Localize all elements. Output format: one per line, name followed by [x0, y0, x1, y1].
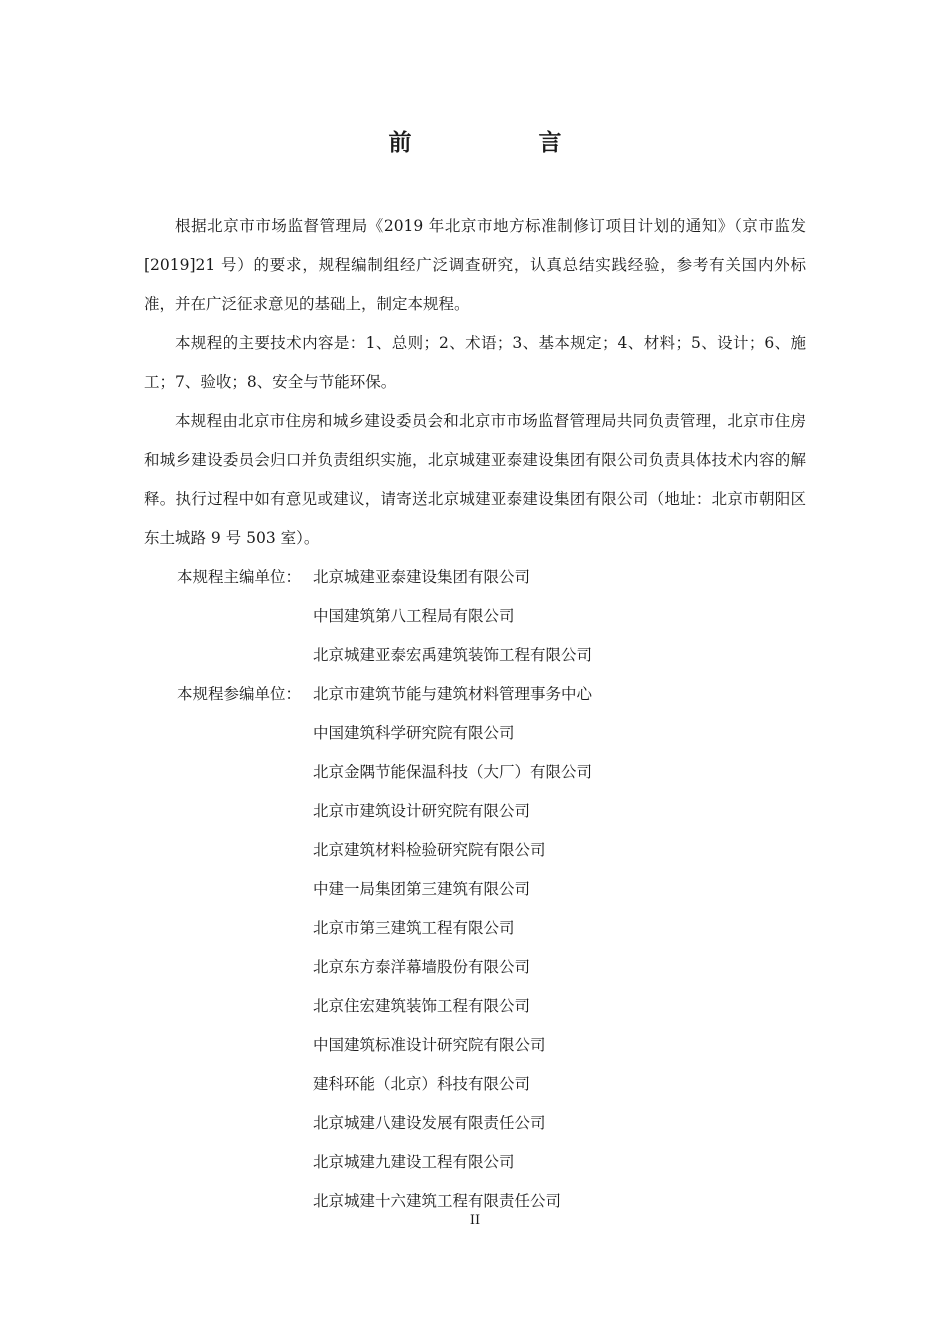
chief-units-label: 本规程主编单位：: [177, 568, 302, 586]
page-number: II: [469, 1213, 481, 1228]
participating-unit-name: 北京市第三建筑工程有限公司: [313, 919, 515, 937]
participating-unit-name: 北京东方泰洋幕墙股份有限公司: [313, 958, 531, 976]
chief-unit-name: 北京城建亚泰宏禹建筑装饰工程有限公司: [313, 646, 593, 664]
participating-unit-name: 北京市建筑节能与建筑材料管理事务中心: [313, 685, 593, 703]
participating-unit-name: 中国建筑标准设计研究院有限公司: [313, 1036, 546, 1054]
participating-unit-name: 北京城建九建设工程有限公司: [313, 1153, 515, 1171]
participating-unit-name: 中建一局集团第三建筑有限公司: [313, 880, 531, 898]
chief-unit-name: 中国建筑第八工程局有限公司: [313, 607, 515, 625]
participating-unit-name: 北京住宏建筑装饰工程有限公司: [313, 997, 531, 1015]
participating-units-label: 本规程参编单位：: [177, 685, 302, 703]
paragraph-management: 本规程由北京市住房和城乡建设委员会和北京市市场监督管理局共同负责管理，北京市住房和城乡建设委员会归口并负责组织实施，北京城建亚泰建设集团有限公司负责具体技术内容的解释。执行过程中如有意见或建议，请寄送北京城建亚泰建设集团有限公司（地址：北京市朝阳区东土城路 9 号 503 室）。: [144, 412, 806, 547]
participating-unit-name: 北京市建筑设计研究院有限公司: [313, 802, 531, 820]
page-title: 前 言: [388, 130, 614, 156]
participating-unit-name: 北京建筑材料检验研究院有限公司: [313, 841, 546, 859]
participating-unit-name: 北京城建十六建筑工程有限责任公司: [313, 1192, 562, 1210]
participating-unit-name: 北京金隅节能保温科技（大厂）有限公司: [313, 763, 593, 781]
participating-unit-name: 建科环能（北京）科技有限公司: [313, 1075, 531, 1093]
paragraph-content: 本规程的主要技术内容是：1、总则；2、术语；3、基本规定；4、材料；5、设计；6、施工；7、验收；8、安全与节能环保。: [144, 334, 806, 391]
participating-unit-name: 北京城建八建设发展有限责任公司: [313, 1114, 546, 1132]
participating-unit-name: 中国建筑科学研究院有限公司: [313, 724, 515, 742]
chief-unit-name: 北京城建亚泰建设集团有限公司: [313, 568, 531, 586]
paragraph-basis: 根据北京市市场监督管理局《2019 年北京市地方标准制修订项目计划的通知》（京市监发[2019]21 号）的要求，规程编制组经广泛调查研究，认真总结实践经验，参考有关国内外标准，并在广泛征求意见的基础上，制定本规程。: [144, 217, 806, 313]
